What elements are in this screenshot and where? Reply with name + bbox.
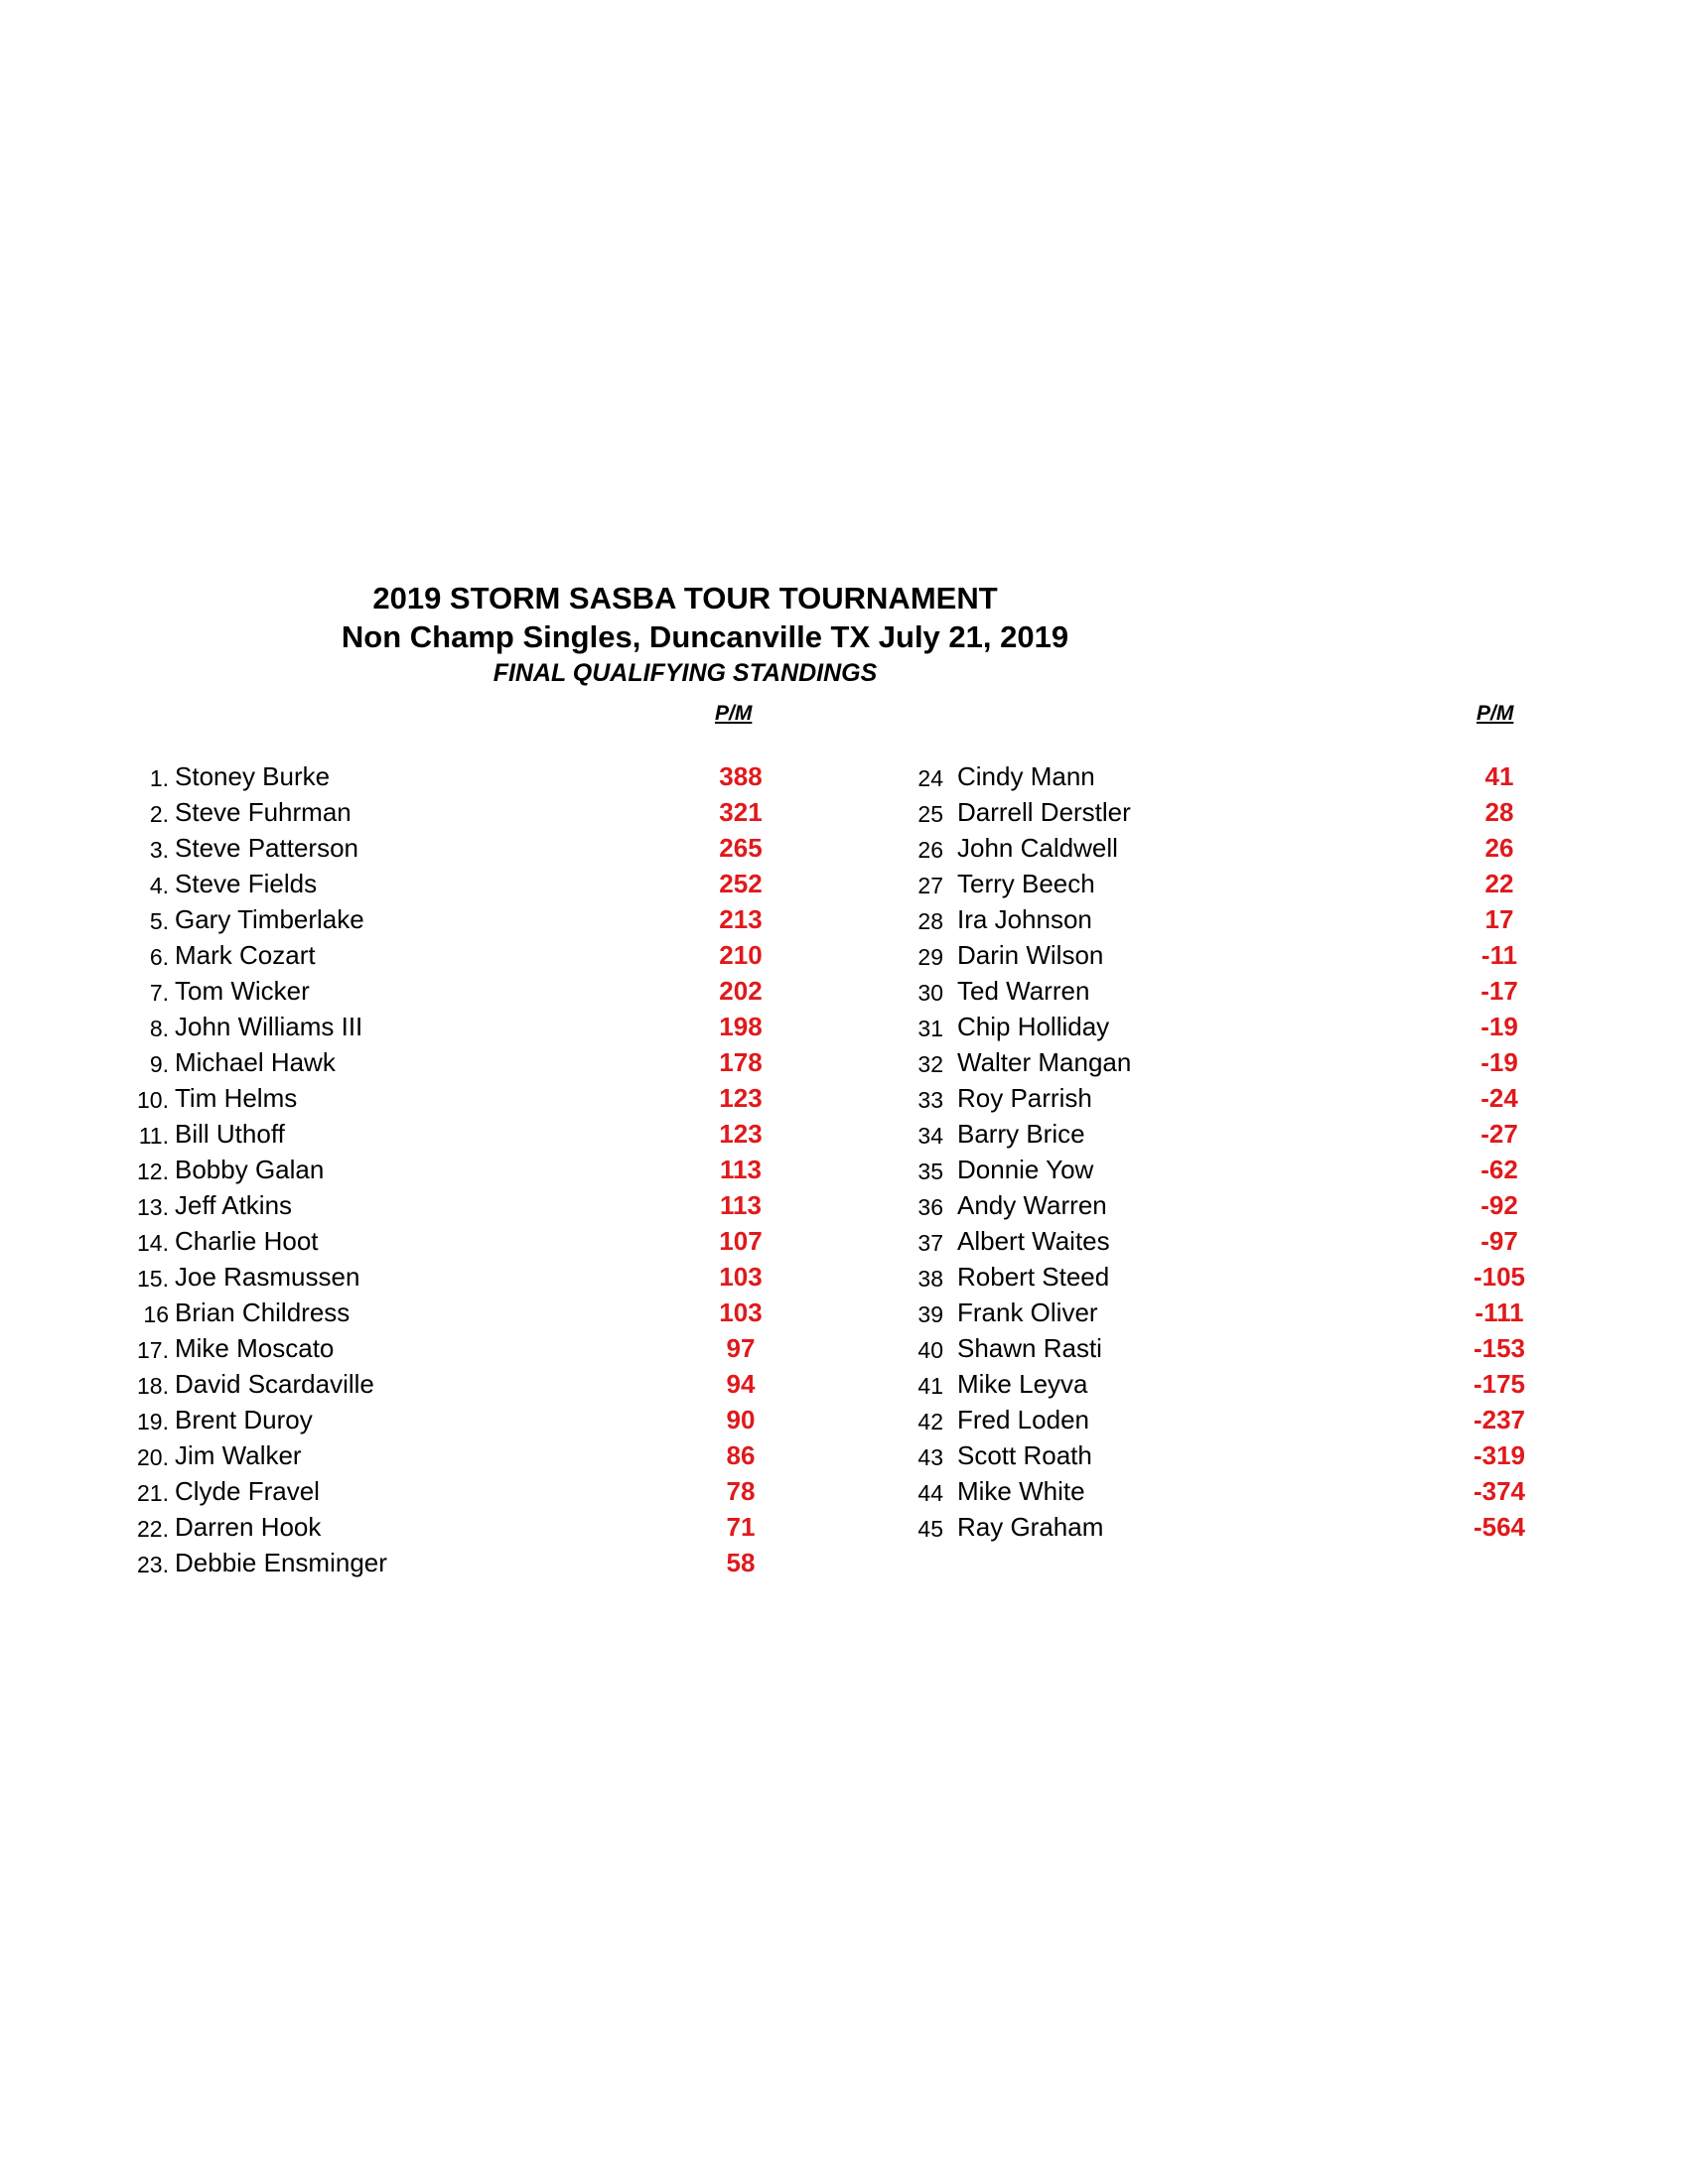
rank-number: 18. [137,1373,169,1399]
rank-number: 8. [149,1016,169,1041]
rank-number: 9. [149,1051,169,1077]
bowler-name: Brian Childress [175,1297,351,1327]
plus-minus-score: -319 [1473,1440,1526,1470]
rank-number: 3. [149,837,169,863]
standings-row [894,1044,1549,1080]
standings-row [894,1330,1549,1366]
plus-minus-score: -19 [1480,1047,1518,1077]
bowler-name: Mike Moscato [175,1333,335,1363]
standings-row [109,758,794,794]
standings-row [109,1152,794,1187]
plus-minus-score: 97 [726,1333,756,1363]
bowler-name: Donnie Yow [957,1155,1094,1184]
plus-minus-score: 198 [719,1012,763,1041]
section-heading: FINAL QUALIFYING STANDINGS [492,659,878,687]
rank-number: 25 [917,801,943,827]
rank-number: 15. [137,1266,169,1292]
rank-number: 41 [917,1373,943,1399]
bowler-name: Gary Timberlake [175,904,364,934]
plus-minus-score: 265 [719,833,763,863]
standings-row [109,1009,794,1044]
bowler-name: Mike Leyva [957,1369,1088,1399]
bowler-name: Bobby Galan [175,1155,325,1184]
bowler-name: Fred Loden [957,1405,1089,1434]
plus-minus-score: 17 [1484,904,1514,934]
rank-number: 14. [137,1230,169,1256]
plus-minus-score: 86 [726,1440,756,1470]
standings-row [109,1116,794,1152]
bowler-name: John Caldwell [957,833,1118,863]
standings-row [109,1366,794,1402]
standings-row [894,973,1549,1009]
standings-row [894,1437,1549,1473]
plus-minus-score: -237 [1473,1405,1526,1434]
plus-minus-score: -92 [1480,1190,1518,1220]
rank-number: 16 [143,1301,169,1327]
standings-row [109,1509,794,1545]
standings-row [894,794,1549,830]
rank-number: 44 [917,1480,943,1506]
rank-number: 7. [149,980,169,1006]
rank-number: 42 [917,1409,943,1434]
rank-number: 10. [137,1087,169,1113]
rank-number: 36 [917,1194,943,1220]
standings-column-left [109,758,794,1580]
plus-minus-score: 107 [719,1226,763,1256]
rank-number: 40 [917,1337,943,1363]
standings-row [894,830,1549,866]
standings-column-right [894,758,1549,1545]
rank-number: 4. [149,873,169,898]
bowler-name: Brent Duroy [175,1405,313,1434]
rank-number: 43 [917,1444,943,1470]
standings-row [109,937,794,973]
rank-number: 24 [917,765,943,791]
bowler-name: Clyde Fravel [175,1476,320,1506]
plus-minus-score: -175 [1473,1369,1526,1399]
standings-row [894,758,1549,794]
plus-minus-score: 123 [719,1083,763,1113]
plus-minus-score: 26 [1484,833,1514,863]
plus-minus-score: 113 [720,1155,762,1184]
plus-minus-score: 103 [719,1297,763,1327]
plus-minus-score: 123 [719,1119,763,1149]
plus-minus-score: 22 [1484,869,1514,898]
bowler-name: Ira Johnson [957,904,1092,934]
bowler-name: Steve Fuhrman [175,797,352,827]
standings-row [109,973,794,1009]
standings-row [109,901,794,937]
rank-number: 20. [137,1444,169,1470]
plus-minus-score: -17 [1480,976,1518,1006]
rank-number: 32 [917,1051,943,1077]
bowler-name: Joe Rasmussen [175,1262,360,1292]
plus-minus-score: 252 [719,869,763,898]
plus-minus-score: -374 [1473,1476,1526,1506]
plus-minus-score: -111 [1475,1297,1524,1327]
plus-minus-score: 210 [719,940,763,970]
plus-minus-score: -19 [1480,1012,1518,1041]
standings-row [894,1473,1549,1509]
standings-row [109,1187,794,1223]
standings-row [894,1295,1549,1330]
plus-minus-score: 178 [719,1047,763,1077]
bowler-name: Robert Steed [957,1262,1110,1292]
rank-number: 39 [917,1301,943,1327]
bowler-name: David Scardaville [175,1369,374,1399]
plus-minus-score: -27 [1480,1119,1518,1149]
plus-minus-score: -97 [1480,1226,1518,1256]
standings-row [109,1223,794,1259]
rank-number: 30 [917,980,943,1006]
rank-number: 26 [917,837,943,863]
standings-row [109,1330,794,1366]
event-subtitle: Non Champ Singles, Duncanville TX July 21, 2019 [341,619,1069,654]
bowler-name: John Williams III [175,1012,363,1041]
standings-row [109,1080,794,1116]
standings-row [894,1259,1549,1295]
plus-minus-score: 94 [726,1369,756,1399]
rank-number: 12. [137,1159,169,1184]
standings-row [109,1402,794,1437]
plus-minus-score: 321 [719,797,763,827]
bowler-name: Steve Patterson [175,833,358,863]
bowler-name: Michael Hawk [175,1047,336,1077]
pm-column-header-right: P/M [1477,702,1514,725]
standings-row [109,1044,794,1080]
rank-number: 38 [917,1266,943,1292]
plus-minus-score: -11 [1480,940,1518,970]
plus-minus-score: -564 [1473,1512,1526,1542]
plus-minus-score: -24 [1480,1083,1518,1113]
rank-number: 37 [917,1230,943,1256]
plus-minus-score: 78 [726,1476,756,1506]
rank-number: 33 [917,1087,943,1113]
bowler-name: Steve Fields [175,869,318,898]
standings-row [894,1366,1549,1402]
rank-number: 29 [917,944,943,970]
plus-minus-score: 58 [726,1548,756,1577]
bowler-name: Scott Roath [957,1440,1092,1470]
bowler-name: Charlie Hoot [175,1226,319,1256]
bowler-name: Stoney Burke [175,761,331,791]
rank-number: 21. [137,1480,169,1506]
standings-row [109,794,794,830]
rank-number: 1. [149,765,169,791]
rank-number: 2. [149,801,169,827]
standings-row [109,1437,794,1473]
rank-number: 23. [137,1552,169,1577]
rank-number: 19. [137,1409,169,1434]
standings-row [894,901,1549,937]
standings-row [109,1295,794,1330]
rank-number: 27 [917,873,943,898]
rank-number: 5. [149,908,169,934]
standings-row [894,1223,1549,1259]
bowler-name: Ray Graham [957,1512,1104,1542]
plus-minus-score: 388 [719,761,763,791]
standings-row [109,1545,794,1580]
standings-row [894,1402,1549,1437]
plus-minus-score: 202 [719,976,763,1006]
bowler-name: Albert Waites [957,1226,1110,1256]
bowler-name: Jim Walker [175,1440,302,1470]
plus-minus-score: 103 [719,1262,763,1292]
plus-minus-score: 113 [720,1190,762,1220]
standings-row [894,866,1549,901]
bowler-name: Shawn Rasti [957,1333,1102,1363]
bowler-name: Tom Wicker [175,976,310,1006]
standings-row [109,866,794,901]
rank-number: 22. [137,1516,169,1542]
pm-column-header-left: P/M [715,702,753,725]
document-title: 2019 STORM SASBA TOUR TOURNAMENT [372,581,998,615]
standings-row [109,1259,794,1295]
plus-minus-score: -62 [1480,1155,1518,1184]
standings-row [109,1473,794,1509]
bowler-name: Jeff Atkins [175,1190,293,1220]
plus-minus-score: 41 [1484,761,1514,791]
bowler-name: Terry Beech [957,869,1095,898]
bowler-name: Darin Wilson [957,940,1104,970]
standings-row [894,1080,1549,1116]
rank-number: 34 [917,1123,943,1149]
rank-number: 6. [149,944,169,970]
bowler-name: Darrell Derstler [957,797,1131,827]
bowler-name: Ted Warren [957,976,1090,1006]
plus-minus-score: 213 [719,904,763,934]
plus-minus-score: 71 [726,1512,756,1542]
rank-number: 28 [917,908,943,934]
bowler-name: Bill Uthoff [175,1119,285,1149]
standings-row [894,1009,1549,1044]
rank-number: 17. [137,1337,169,1363]
standings-row [109,830,794,866]
plus-minus-score: -153 [1473,1333,1526,1363]
bowler-name: Mark Cozart [175,940,316,970]
bowler-name: Debbie Ensminger [175,1548,387,1577]
bowler-name: Chip Holliday [957,1012,1110,1041]
bowler-name: Roy Parrish [957,1083,1092,1113]
plus-minus-score: 28 [1484,797,1514,827]
bowler-name: Frank Oliver [957,1297,1098,1327]
standings-row [894,1187,1549,1223]
bowler-name: Andy Warren [957,1190,1107,1220]
plus-minus-score: 90 [726,1405,756,1434]
standings-row [894,1152,1549,1187]
rank-number: 35 [917,1159,943,1184]
bowler-name: Cindy Mann [957,761,1095,791]
standings-row [894,937,1549,973]
rank-number: 11. [138,1123,169,1149]
standings-row [894,1116,1549,1152]
standings-row [894,1509,1549,1545]
bowler-name: Walter Mangan [957,1047,1132,1077]
rank-number: 45 [917,1516,943,1542]
rank-number: 31 [917,1016,943,1041]
bowler-name: Tim Helms [175,1083,298,1113]
rank-number: 13. [137,1194,169,1220]
bowler-name: Darren Hook [175,1512,322,1542]
bowler-name: Barry Brice [957,1119,1085,1149]
plus-minus-score: -105 [1473,1262,1526,1292]
bowler-name: Mike White [957,1476,1085,1506]
